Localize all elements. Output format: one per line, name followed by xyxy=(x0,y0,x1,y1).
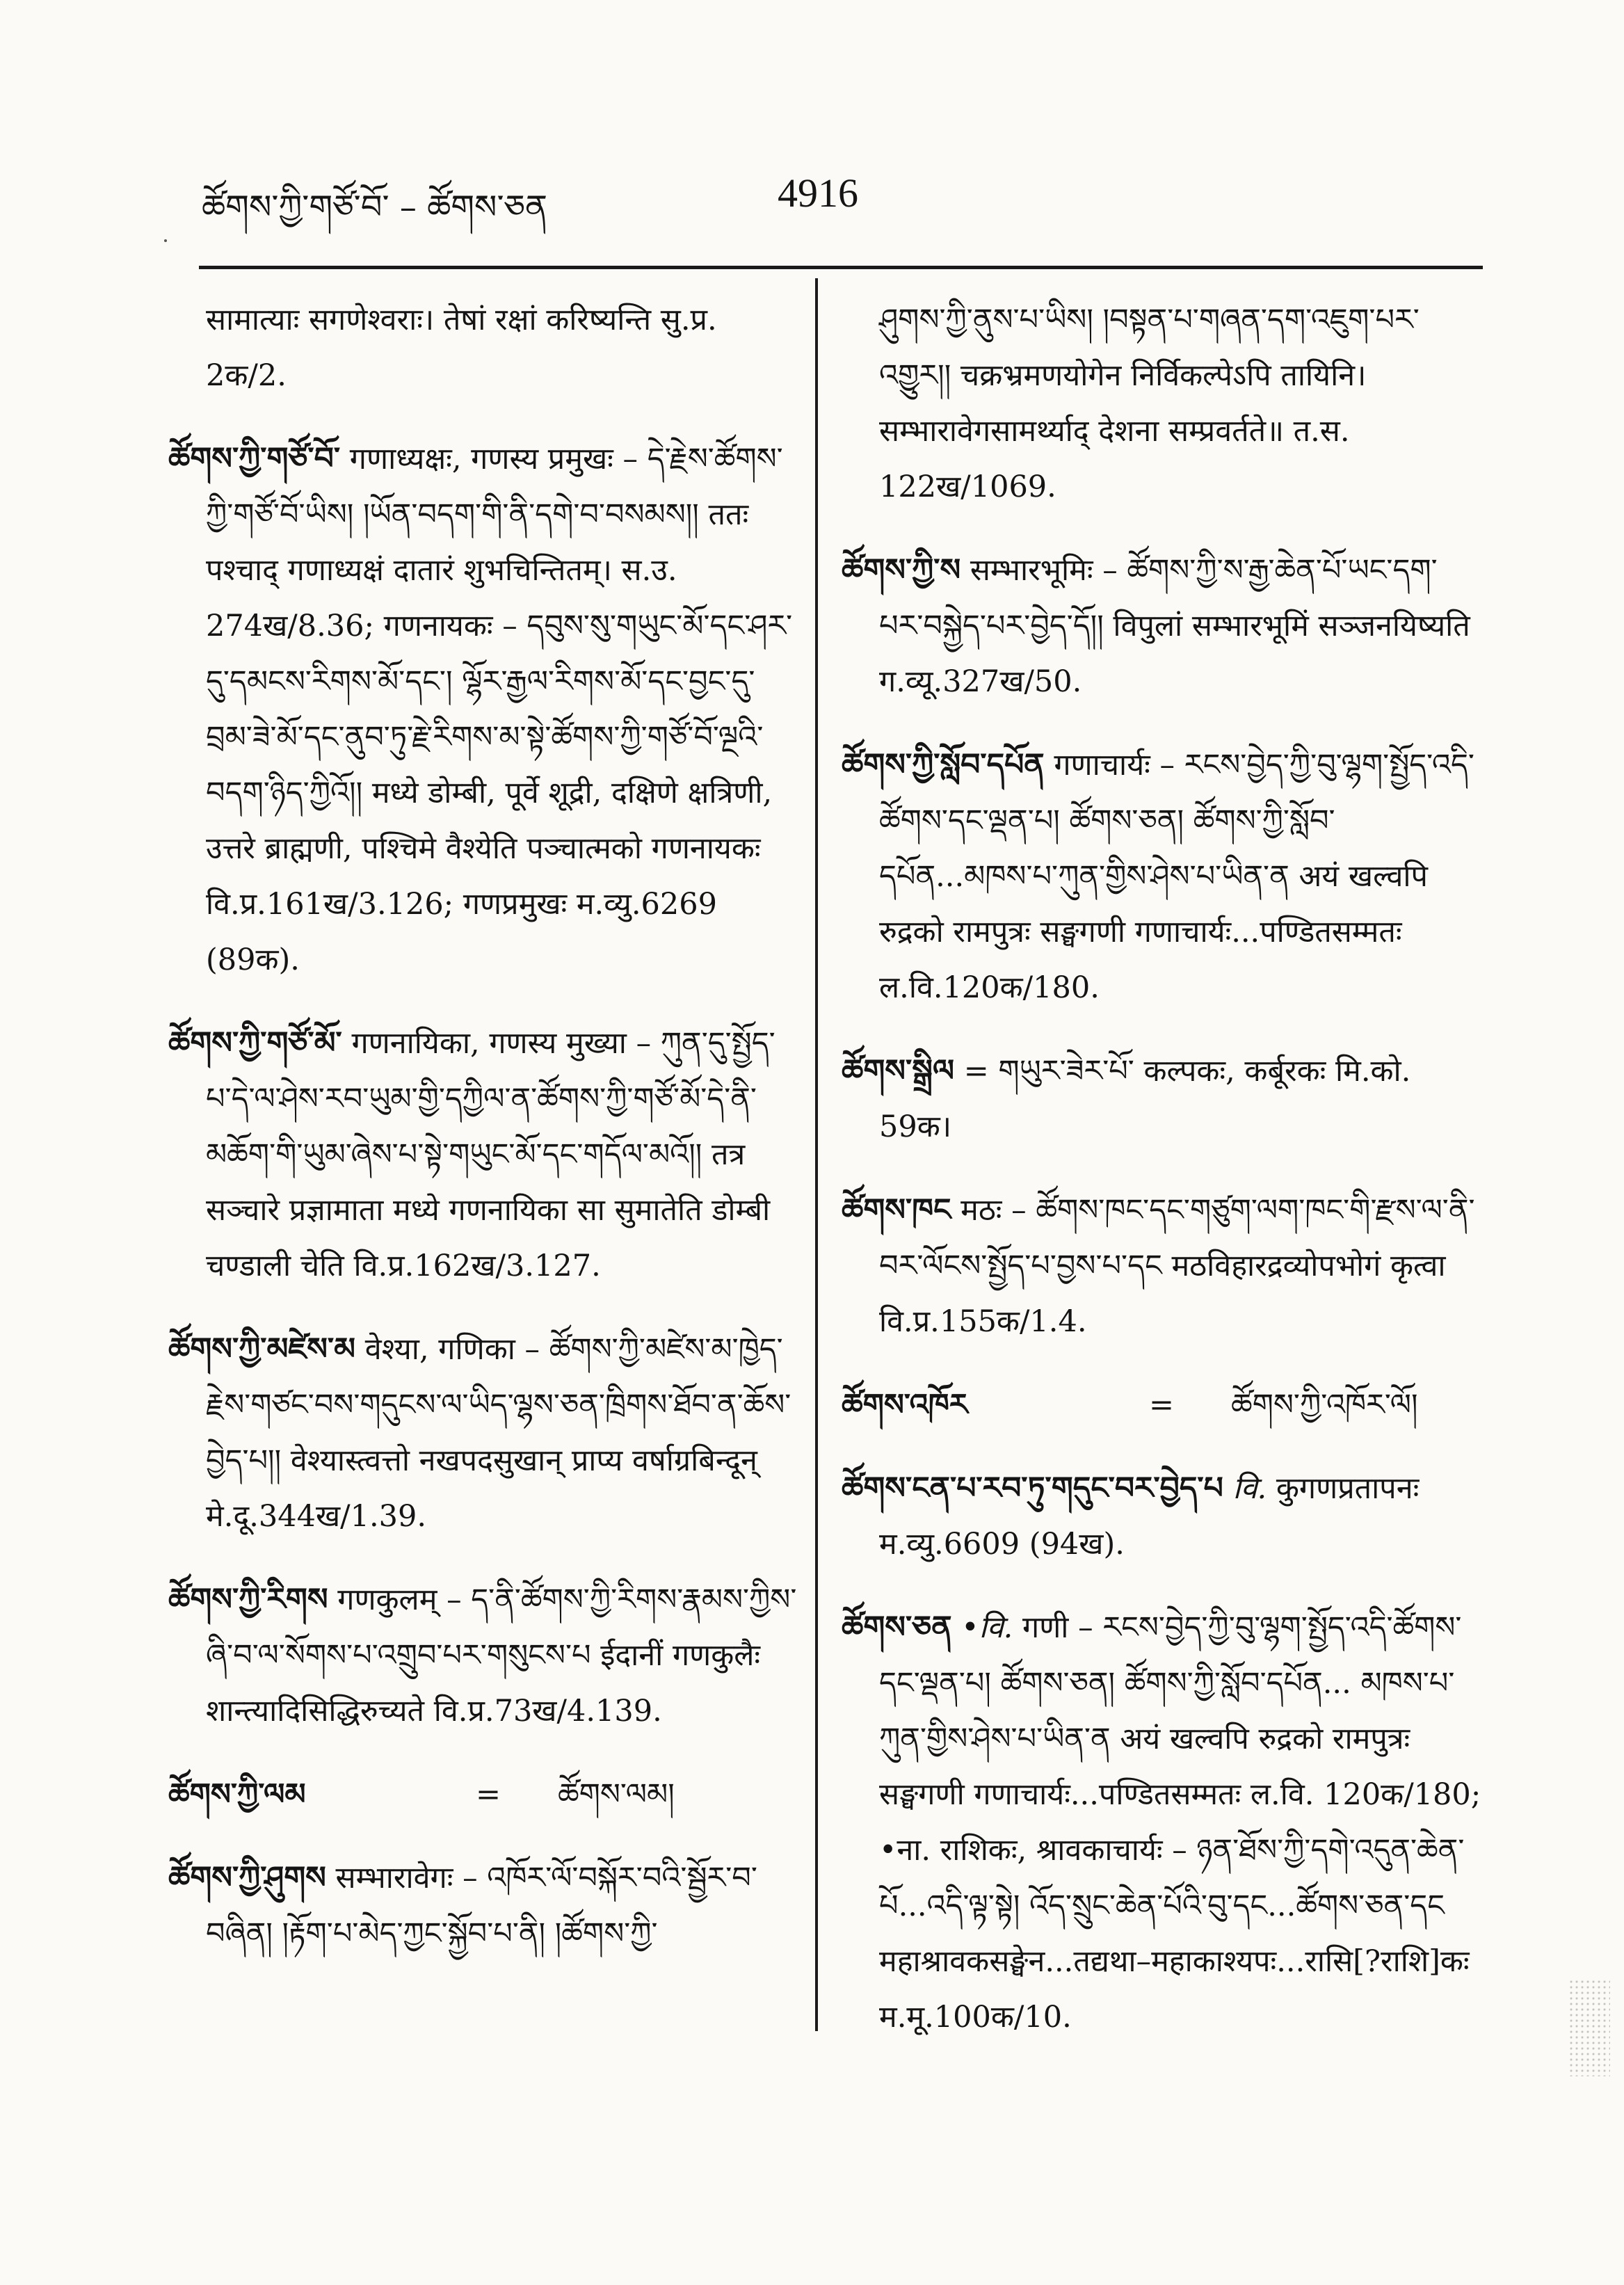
grammar-abbreviation: वि. xyxy=(1232,1471,1267,1506)
entry-definition: सम्भारावेगः – འཁོར་ལོ་བསྐོར་བའི་སྦྱོར་བ་བཞིན། །རྟོག་པ་མེད་ཀྱང་སྐྱོབ་པ་ནི། །ཚོགས་ཀྱི་ xyxy=(206,1861,757,1951)
dictionary-entry xyxy=(842,1600,1481,2045)
equals-sign: = xyxy=(1148,1388,1175,1422)
entry-headword: ཚོགས་ཀྱི་སློབ་དཔོན xyxy=(842,747,1045,783)
continued-text xyxy=(842,292,1481,515)
cross-reference-entry xyxy=(842,1377,1481,1433)
entry-definition: गणी – རངས་བྱེད་ཀྱི་བུ་ལྷག་སྤྱོད་འདི་ཚོགས་དང་ལྡན་པ། ཚོགས་ཅན། ཚོགས་ཀྱི་སློབ་དཔོན... མཁས་པ་ཀུན་གྱིས་ཤེས་པ་ཡིན་ན अयं खल्वपि रुद्रको रामपुत्रः सङ्घगणी गणाचार्यः...पण्डितसम्मतः ल.वि. 120क/180; •ना. राशिकः, श्रावकाचार्यः – ཉན་ཐོས་ཀྱི་དགེ་འདུན་ཆེན་པོ...འདི་ལྟ་སྟེ། འོད་སྲུང་ཆེན་པོའི་བུ་དང...ཚོགས་ཅན་དང महाश्रावकसङ्घेन...तद्यथा–महाकाश्यपः...रासि[?राशि]कः म.मू.100क/10. xyxy=(879,1610,1481,2035)
scan-noise xyxy=(1568,1979,1610,2076)
entry-definition: गणाचार्यः – རངས་བྱེད་ཀྱི་བུ་ལྷག་སྤྱོད་འདི་ཚོགས་དང་ལྡན་པ། ཚོགས་ཅན། ཚོགས་ཀྱི་སློབ་དཔོན...མཁས་པ་ཀུན་གྱིས་ཤེས་པ་ཡིན་ན अयं खल्वपि रुद्रको रामपुत्रः सङ्घगणी गणाचार्यः...पण्डितसम्मतः ल.वि.120क/180. xyxy=(879,748,1474,1005)
dictionary-entry xyxy=(168,431,798,988)
dictionary-entry xyxy=(842,1043,1481,1155)
running-head: ཚོགས་ཀྱི་གཙོ་བོ་ – ཚོགས་ཅན xyxy=(202,188,548,227)
entry-definition: कुगणप्रतापनः म.व्यु.6609 (94ख). xyxy=(879,1471,1420,1562)
entry-headword: ཚོགས་ཀྱི་མཛེས་མ xyxy=(168,1331,356,1367)
page-speck xyxy=(164,239,167,242)
column-divider xyxy=(815,278,818,2031)
grammar-abbreviation: •वि. xyxy=(961,1610,1013,1645)
entry-headword: ཚོགས་ཁང xyxy=(842,1192,951,1228)
left-column xyxy=(168,292,798,1989)
entry-headword: ཚོགས་འཁོར xyxy=(842,1388,968,1422)
entry-headword: ཚོགས་སྒྲིལ xyxy=(842,1053,955,1089)
entry-headword: ཚོགས་ངན་པ་རབ་ཏུ་གདུང་བར་བྱེད་པ xyxy=(842,1470,1223,1506)
entry-definition: सामात्याः सगणेश्वराः। तेषां रक्षां करिष्यन्ति सु.प्र. 2क/2. xyxy=(206,303,717,393)
page-number: 4916 xyxy=(778,170,858,216)
entry-headword: ཚོགས་ཀྱི་གཙོ་བོ་ xyxy=(168,441,341,476)
cross-reference-target: ཚོགས་ལམ། xyxy=(558,1777,675,1812)
entry-definition: ཤུགས་ཀྱི་ནུས་པ་ཡིས། །བསྟན་པ་གཞན་དག་འཇུག་པར་འགྱུར།། चक्रभ्रमणयोगेन निर्विकल्पेऽपि तायिनि। सम्भारावेगसामर्थ्याद् देशना सम्प्रवर्तते॥ त.स. 122ख/1069. xyxy=(879,303,1420,504)
entry-definition: = གཡུར་ཟེར་པོ་ कल्पकः, कर्बूरकः मि.को. 59क। xyxy=(879,1054,1411,1144)
dictionary-entry xyxy=(842,1182,1481,1349)
continued-text xyxy=(168,292,798,403)
entry-definition: सम्भारभूमिः – ཚོགས་ཀྱི་ས་རྒྱ་ཆེན་པོ་ཡང་དག་པར་བསྐྱེད་པར་བྱེད་དོ།། विपुलां सम्भारभूमिं सञ्जनयिष्यति ग.व्यू.327ख/50. xyxy=(879,553,1470,699)
entry-definition: गणनायिका, गणस्य मुख्या – ཀུན་དུ་སྤྱོད་པ་དེ་ལ་ཤེས་རབ་ཡུམ་གྱི་དཀྱིལ་ན་ཚོགས་ཀྱི་གཙོ་མོ་དེ་ནི་མཆོག་གི་ཡུམ་ཞེས་པ་སྟེ་གཡུང་མོ་དང་གདོལ་མའོ།། तत्र सञ्चारे प्रज्ञामाता मध्ये गणनायिका सा सुमातेति डोम्बी चण्डाली चेति वि.प्र.162ख/3.127. xyxy=(206,1026,775,1283)
header-rule xyxy=(199,266,1483,269)
dictionary-entry xyxy=(168,1322,798,1544)
dictionary-entry xyxy=(842,543,1481,709)
cross-reference-target: ཚོགས་ཀྱི་འཁོར་ལོ། xyxy=(1231,1388,1418,1422)
entry-headword: ཚོགས་ཀྱི་ཤུགས xyxy=(168,1860,326,1895)
equals-sign: = xyxy=(475,1777,501,1812)
dictionary-entry xyxy=(168,1850,798,1962)
dictionary-entry xyxy=(842,1461,1481,1572)
dictionary-entry xyxy=(168,1572,798,1739)
entry-definition: गणाध्यक्षः, गणस्य प्रमुखः – དེ་རྗེས་ཚོགས་ཀྱི་གཙོ་བོ་ཡིས། །ཡོན་བདག་གི་ནི་དགེ་བ་བསམས།། ततः पश्चाद् गणाध्यक्षं दातारं शुभचिन्तितम्। स.उ. 274ख/8.36; गणनायकः – དབུས་སུ་གཡུང་མོ་དང་ཤར་དུ་དམངས་རིགས་མོ་དང་། ལྷོར་རྒྱལ་རིགས་མོ་དང་བྱང་དུ་བྲམ་ཟེ་མོ་དང་ནུབ་ཏུ་རྗེ་རིགས་མ་སྟེ་ཚོགས་ཀྱི་གཙོ་བོ་ལྔའི་བདག་ཉིད་ཀྱིའོ།། मध्ये डोम्बी, पूर्वे शूद्री, दक्षिणे क्षत्रिणी, उत्तरे ब्राह्मणी, पश्चिमे वैश्येति पञ्चात्मको गणनायकः वि.प्र.161ख/3.126; गणप्रमुखः म.व्यु.6269 (89क). xyxy=(206,442,793,977)
right-column xyxy=(842,292,1481,2073)
entry-headword: ཚོགས་ཀྱི་རིགས xyxy=(168,1582,328,1617)
dictionary-entry xyxy=(842,737,1481,1016)
entry-headword: ཚོགས་ཀྱི་ལམ xyxy=(168,1777,306,1812)
dictionary-entry xyxy=(168,1016,798,1294)
entry-headword: ཚོགས་ཀྱི་ས xyxy=(842,552,961,588)
entry-definition: गणकुलम् – ད་ནི་ཚོགས་ཀྱི་རིགས་རྣམས་ཀྱིས་ཞི་བ་ལ་སོགས་པ་འགྲུབ་པར་གསུངས་པ ईदानीं गणकुलैः शान्त्यादिसिद्धिरुच्यते वि.प्र.73ख/4.139. xyxy=(206,1582,797,1729)
entry-headword: ཚོགས་ཀྱི་གཙོ་མོ་ xyxy=(168,1025,342,1061)
cross-reference-entry xyxy=(168,1767,798,1822)
entry-headword: ཚོགས་ཅན xyxy=(842,1610,952,1645)
entry-definition: मठः – ཚོགས་ཁང་དང་གཙུག་ལག་ཁང་གི་རྫས་ལ་ནི་བར་ལོངས་སྤྱོད་པ་བྱས་པ་དང मठविहारद्रव्योपभोगं कृत्वा वि.प्र.155क/1.4. xyxy=(879,1193,1475,1339)
entry-definition: वेश्या, गणिका – ཚོགས་ཀྱི་མཛེས་མ་ཁྱེད་རྗེས་གཙང་བས་གདུངས་ལ་ཡིད་ལྷས་ཅན་ཁྲིགས་ཐོབ་ན་ཆོས་བྱེད་པ།། वेश्यास्त्वत्तो नखपदसुखान् प्राप्य वर्षाग्रबिन्दून् मे.दू.344ख/1.39. xyxy=(206,1332,791,1534)
